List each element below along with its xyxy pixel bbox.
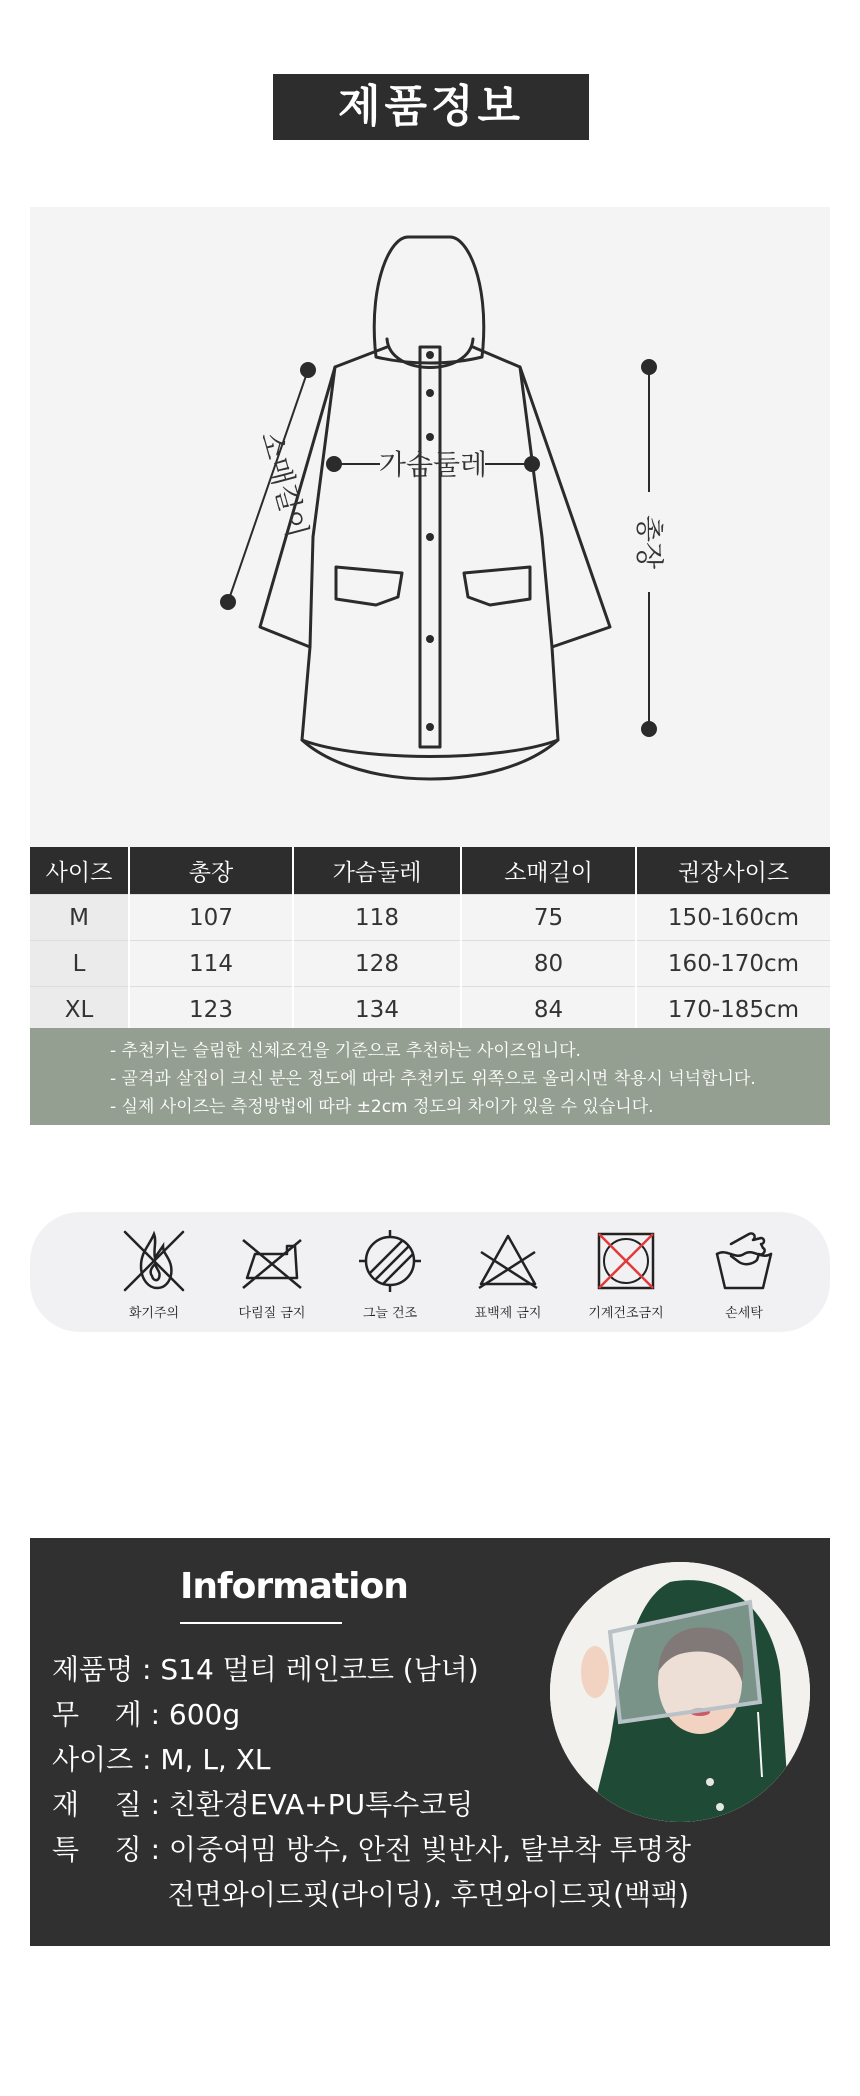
note-line: - 추천키는 슬림한 신체조건을 기준으로 추천하는 사이즈입니다. — [110, 1041, 581, 1061]
care-item — [335, 1226, 445, 1321]
care-item — [217, 1226, 327, 1321]
table-cell: 134 — [293, 987, 461, 1033]
info-row: 전면와이드핏(라이딩), 후면와이드핏(백팩) — [52, 1878, 690, 1911]
care-label: 그늘 건조 — [362, 1306, 418, 1321]
length-label: 총장 — [633, 514, 666, 570]
product-info-panel — [30, 1538, 830, 1946]
table-cell: 123 — [129, 987, 293, 1033]
care-item — [689, 1226, 799, 1321]
table-cell: XL — [30, 987, 129, 1033]
table-header-row — [30, 847, 830, 895]
care-item — [453, 1226, 563, 1321]
table-cell: 118 — [293, 895, 461, 941]
care-instructions — [30, 1212, 830, 1332]
table-row — [30, 941, 830, 987]
no-fire-icon — [119, 1226, 189, 1296]
info-row: 사이즈 : M, L, XL — [52, 1743, 271, 1776]
info-row: 무 게 : 600g — [52, 1698, 241, 1731]
no-bleach-icon — [473, 1226, 543, 1296]
no-tumble-dry-icon — [591, 1226, 661, 1296]
note-line: - 실제 사이즈는 측정방법에 따라 ±2cm 정도의 차이가 있을 수 있습니다. — [110, 1097, 654, 1117]
care-label: 기계건조금지 — [588, 1306, 664, 1321]
shade-dry-icon — [355, 1226, 425, 1296]
note-line: - 골격과 살집이 크신 분은 정도에 따라 추천키도 위쪽으로 올리시면 착용시 넉넉합니다. — [110, 1069, 756, 1089]
care-item — [571, 1226, 681, 1321]
table-cell: 84 — [461, 987, 636, 1033]
care-label: 손세탁 — [725, 1306, 763, 1321]
table-cell: 160-170cm — [636, 941, 830, 987]
header-sleeve: 소매길이 — [461, 847, 636, 895]
table-row — [30, 987, 830, 1033]
care-item — [99, 1226, 209, 1321]
left-pocket — [336, 567, 402, 605]
header-chest: 가슴둘레 — [293, 847, 461, 895]
info-row: 재 질 : 친환경EVA+PU특수코팅 — [52, 1788, 474, 1821]
header-recommended: 권장사이즈 — [636, 847, 830, 895]
info-row: 제품명 : S14 멀티 레인코트 (남녀) — [52, 1653, 479, 1686]
raincoat-diagram — [30, 207, 830, 847]
page-title: 제품정보 — [273, 74, 589, 140]
table-cell: 114 — [129, 941, 293, 987]
model-wearing-raincoat-image — [550, 1562, 810, 1822]
table-cell: 128 — [293, 941, 461, 987]
care-label: 표백제 금지 — [474, 1306, 542, 1321]
chest-label: 가슴둘레 — [378, 448, 488, 481]
size-diagram — [30, 207, 830, 847]
hood-outline — [374, 237, 484, 363]
product-photo — [550, 1562, 810, 1822]
info-title-underline — [180, 1622, 342, 1624]
sleeve-label: 소매길이 — [254, 428, 315, 542]
header-size: 사이즈 — [30, 847, 129, 895]
size-notes — [30, 1028, 830, 1125]
right-pocket — [464, 567, 530, 605]
header-length: 총장 — [129, 847, 293, 895]
hand-wash-icon — [709, 1226, 779, 1296]
table-cell: L — [30, 941, 129, 987]
care-label: 화기주의 — [128, 1306, 180, 1321]
table-row — [30, 895, 830, 941]
table-cell: 80 — [461, 941, 636, 987]
buttons — [426, 351, 434, 731]
size-table — [30, 847, 830, 1032]
info-title: Information — [180, 1566, 408, 1607]
no-iron-icon — [237, 1226, 307, 1296]
info-row: 특 징 : 이중여밈 방수, 안전 빛반사, 탈부착 투명창 — [52, 1833, 692, 1866]
table-cell: 170-185cm — [636, 987, 830, 1033]
table-cell: M — [30, 895, 129, 941]
care-label: 다림질 금지 — [238, 1306, 306, 1321]
front-placket — [420, 347, 440, 747]
table-cell: 75 — [461, 895, 636, 941]
table-cell: 107 — [129, 895, 293, 941]
table-cell: 150-160cm — [636, 895, 830, 941]
